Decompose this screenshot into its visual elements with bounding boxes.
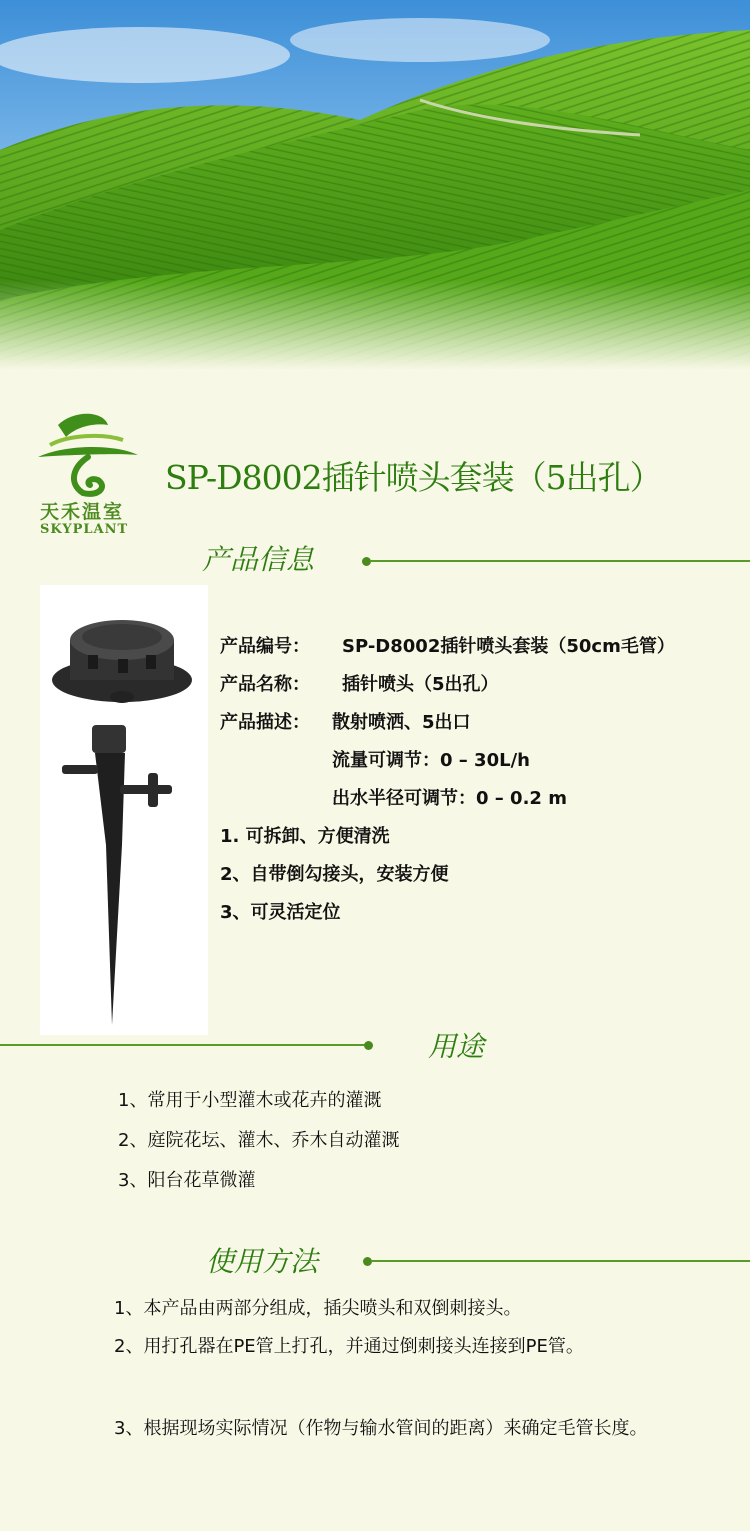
hero-landscape-image	[0, 0, 750, 370]
feature-item: 2、自带倒勾接头，安装方便	[220, 864, 449, 885]
heading-dot	[364, 1041, 373, 1050]
info-row-code	[220, 632, 675, 658]
info-label: 产品名称：	[220, 674, 310, 695]
heading-rule	[371, 1260, 750, 1262]
usage-item: 1、常用于小型灌木或花卉的灌溉	[118, 1090, 382, 1111]
usage-item: 3、阳台花草微灌	[118, 1170, 256, 1191]
info-label: 产品编号：	[220, 636, 310, 657]
usage-item: 2、庭院花坛、灌木、乔木自动灌溉	[118, 1130, 400, 1151]
product-image	[40, 585, 208, 1035]
section-heading-method: 使用方法	[206, 1245, 319, 1278]
heading-rule	[370, 560, 750, 562]
page-title: SP-D8002插针喷头套装（5出孔）	[165, 458, 662, 497]
brand-name-cn: 天禾温室	[40, 501, 125, 523]
info-desc-flow: 流量可调节：0 – 30L/h	[332, 750, 530, 771]
info-value: 插针喷头（5出孔）	[342, 674, 499, 695]
method-paragraph: 2、用打孔器在PE管上打孔，并通过倒刺接头连接到PE管。	[114, 1336, 584, 1357]
feature-item: 3、可灵活定位	[220, 902, 341, 923]
section-heading-usage: 用途	[428, 1030, 485, 1063]
brand-name-en: SKYPLANT	[40, 522, 129, 537]
heading-rule	[0, 1044, 366, 1046]
info-desc-radius: 出水半径可调节：0 – 0.2 m	[332, 788, 567, 809]
feature-item: 1. 可拆卸、方便清洗	[220, 826, 390, 847]
method-paragraph: 1、本产品由两部分组成，插尖喷头和双倒刺接头。	[114, 1298, 522, 1319]
info-value: SP-D8002插针喷头套装（50cm毛管）	[342, 636, 675, 657]
info-row-desc	[220, 708, 471, 734]
info-row-name	[220, 670, 499, 696]
info-value: 散射喷洒、5出口	[332, 712, 471, 733]
section-heading-info: 产品信息	[202, 543, 315, 576]
method-paragraph: 3、根据现场实际情况（作物与输水管间的距离）来确定毛管长度。	[114, 1418, 648, 1439]
info-label: 产品描述：	[220, 712, 310, 733]
